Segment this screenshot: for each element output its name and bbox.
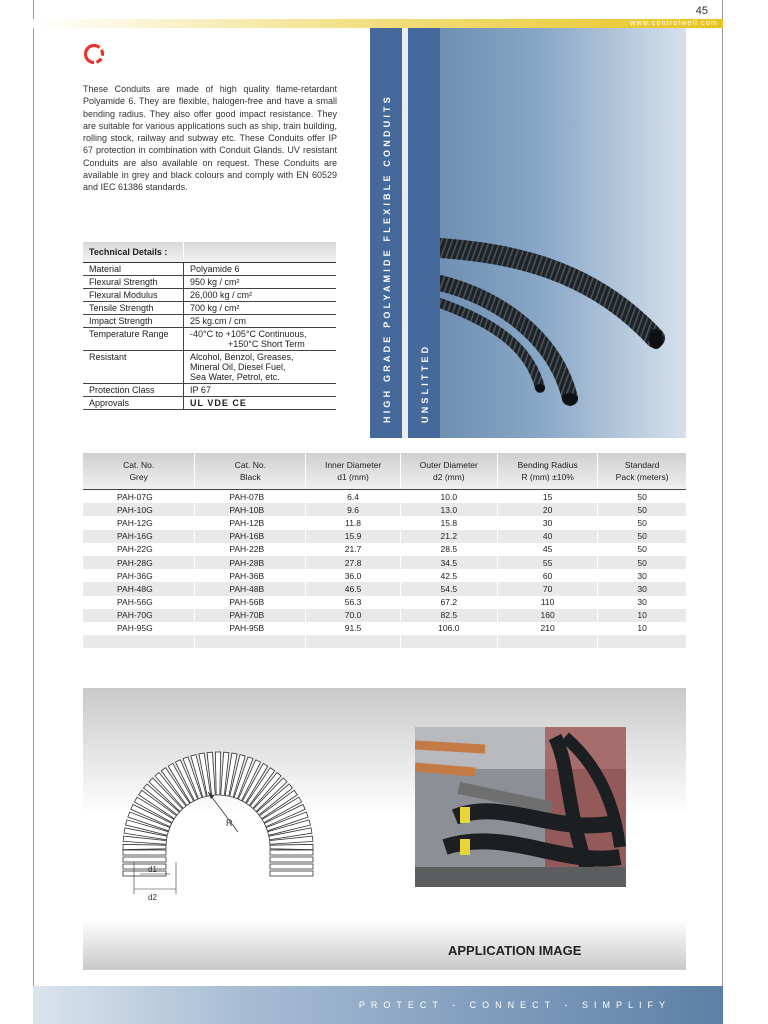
tech-value-line: -40°C to +105°C Continuous, [190,329,307,339]
tech-value: 950 kg / cm² [184,276,337,289]
tech-row [83,315,336,328]
tech-label: Impact Strength [83,315,184,328]
table-cell: 15.8 [400,516,497,529]
table-cell: 34.5 [400,556,497,569]
page-number: 45 [695,5,708,17]
table-cell: PAH-48G [83,582,195,595]
table-cell [306,635,400,648]
conduit-rib [270,844,313,849]
table-cell [598,635,686,648]
table-row [83,582,686,595]
intro-paragraph: These Conduits are made of high quality flame-retardant Polyamide 6. They are flexible, halogen-free and have a small bending radius. They also offer good impact resistance. They are suitable for various applications such as ship, train building, rolling stock, railway and subway etc. These Conduits offer IP 67 protection in combination with Conduit Glands. UV resistant Conduits are also available on request. These Conduits are available in grey and black colours and comply with EN 60529 and IEC 61386 standards. [83,84,337,193]
tech-value: 26,000 kg / cm² [184,289,337,302]
product-banner [370,28,686,438]
col-header-line: Standard [624,460,660,470]
table-cell: 27.8 [306,556,400,569]
svg-text:UNSLITTED: UNSLITTED [420,343,430,423]
radius-arrow [208,792,238,832]
tech-value-line: Alcohol, Benzol, Greases, [190,352,294,362]
product-table-body [83,490,686,649]
col-header [497,453,597,490]
table-cell: 10 [598,609,686,622]
table-cell: 30 [497,516,597,529]
application-caption: APPLICATION IMAGE [448,943,582,958]
conduit-rib [123,850,166,855]
tech-label: Material [83,263,184,276]
table-cell: 70 [497,582,597,595]
table-cell: PAH-16B [195,530,306,543]
table-cell: PAH-70B [195,609,306,622]
table-cell: 13.0 [400,503,497,516]
table-row [83,635,686,648]
banner-subtitle-text [408,28,440,438]
col-header [598,453,686,490]
table-cell: PAH-56B [195,596,306,609]
tech-value: Polyamide 6 [184,263,337,276]
table-cell: 6.4 [306,490,400,504]
table-cell: 30 [637,597,647,608]
tech-label: Flexural Strength [83,276,184,289]
table-cell: 45 [497,543,597,556]
d2-label: d2 [148,893,157,902]
table-cell: 40 [497,530,597,543]
table-cell: 82.5 [400,609,497,622]
table-cell [400,635,497,648]
table-cell: 50 [598,556,686,569]
tech-label: Flexural Modulus [83,289,184,302]
table-cell: 54.5 [400,582,497,595]
table-cell: 11.8 [306,516,400,529]
footer-tagline: PROTECT - CONNECT - SIMPLIFY [358,1000,671,1010]
conduit-rib [270,871,313,876]
table-cell: 20 [497,503,597,516]
table-cell: 210 [497,622,597,635]
table-cell: PAH-10G [83,503,195,516]
tech-value [184,351,337,384]
table-cell: 50 [637,544,647,555]
table-row [83,530,686,543]
table-row [83,543,686,556]
col-header-line: Black [239,472,261,482]
table-cell: 50 [637,491,647,502]
table-cell: 50 [598,530,686,543]
table-cell: PAH-70G [83,609,195,622]
tech-header-blank [184,242,337,263]
col-header-line: Outer Diameter [419,460,478,470]
table-cell: PAH-22B [195,543,306,556]
table-cell: 30 [598,582,686,595]
table-row [83,609,686,622]
product-header-row [83,453,686,490]
brand-logo-icon [84,44,104,64]
conduit-rib [270,850,313,855]
table-cell: 106.0 [400,622,497,635]
col-header-line: Inner Diameter [324,460,382,470]
tech-row [83,302,336,315]
tech-row [83,328,336,351]
footer-bar [33,986,723,1024]
table-cell: 28.5 [400,543,497,556]
table-cell: 91.5 [306,622,400,635]
col-header-line: d1 (mm) [337,472,369,482]
conduit-rib [270,857,313,862]
tech-row [83,263,336,276]
tech-value-line: Mineral Oil, Diesel Fuel, [190,362,286,372]
table-row [83,622,686,635]
tech-header-row [83,242,336,263]
table-cell: PAH-95B [195,622,306,635]
table-cell: PAH-07G [83,490,195,504]
tech-value [184,328,337,351]
tech-value: IP 67 [184,384,337,397]
technical-details-table [83,242,336,410]
col-header-line: Bending Radius [517,460,578,470]
tech-label: Protection Class [83,384,184,397]
table-cell: 67.2 [400,596,497,609]
table-cell: PAH-36G [83,569,195,582]
tech-label: Tensile Strength [83,302,184,315]
col-header-line: Cat. No. [234,460,266,470]
table-row [83,503,686,516]
tech-label: Resistant [83,351,184,384]
table-cell: PAH-10B [195,503,306,516]
table-cell: PAH-36B [195,569,306,582]
table-cell: 55 [497,556,597,569]
table-cell: PAH-95G [83,622,195,635]
col-header-line: Cat. No. [123,460,155,470]
top-accent-bar [33,19,723,28]
table-cell: 110 [497,596,597,609]
approval-marks: UL VDE CE [184,397,337,410]
table-cell: 10.0 [400,490,497,504]
tech-value-line: Sea Water, Petrol, etc. [190,372,280,382]
table-row [83,516,686,529]
col-header-line: d2 (mm) [433,472,465,482]
tech-row [83,397,336,410]
conduit-rib [123,857,166,862]
table-cell [195,635,306,648]
tech-row [83,384,336,397]
bending-radius-diagram [118,712,343,902]
table-cell: PAH-22G [83,543,195,556]
table-cell: 46.5 [306,582,400,595]
table-cell: PAH-48B [195,582,306,595]
conduit-rib [123,871,166,876]
d1-label: d1 [148,865,157,874]
col-header [306,453,400,490]
col-header [83,453,195,490]
table-cell: 36.0 [306,569,400,582]
col-header [400,453,497,490]
table-cell: 30 [637,570,647,581]
table-cell: PAH-07B [195,490,306,504]
table-row [83,556,686,569]
table-row [83,490,686,504]
right-frame-line [722,0,723,1024]
table-cell: 10 [637,623,647,634]
table-row [83,569,686,582]
conduit-rib [123,844,166,849]
table-cell: PAH-28G [83,556,195,569]
conduit-rib [270,864,313,869]
table-cell: 160 [497,609,597,622]
table-cell: 15 [497,490,597,504]
banner-title-text [370,28,402,438]
table-cell: PAH-28B [195,556,306,569]
conduit-product-photo [440,228,686,418]
table-cell: 70.0 [306,609,400,622]
table-cell: PAH-12G [83,516,195,529]
tech-value: 25 kg.cm / cm [184,315,337,328]
table-cell [83,635,195,648]
application-photo [415,727,626,887]
product-table [83,453,686,648]
table-cell: 60 [497,569,597,582]
left-frame-line [33,0,34,1024]
table-row [83,596,686,609]
tech-row [83,276,336,289]
tech-header: Technical Details : [83,242,184,263]
table-cell: 9.6 [306,503,400,516]
tech-label: Approvals [83,397,184,410]
table-cell: 21.7 [306,543,400,556]
col-header-line: R (mm) ±10% [521,472,574,482]
table-cell: 56.3 [306,596,400,609]
table-cell: 21.2 [400,530,497,543]
table-cell: PAH-16G [83,530,195,543]
table-cell: PAH-12B [195,516,306,529]
table-cell: PAH-56G [83,596,195,609]
tech-value-line: +150°C Short Term [228,339,305,349]
tech-value: 700 kg / cm² [184,302,337,315]
table-cell: 15.9 [306,530,400,543]
col-header [195,453,306,490]
col-header-line: Pack (meters) [615,472,669,482]
tech-row [83,289,336,302]
conduit-rib [123,864,166,869]
tech-row [83,351,336,384]
col-header-line: Grey [129,472,148,482]
tech-label: Temperature Range [83,328,184,351]
table-cell [497,635,597,648]
table-cell: 50 [637,517,647,528]
table-cell: 42.5 [400,569,497,582]
svg-text:HIGH GRADE POLYAMIDE FLEXIBLE: HIGH GRADE POLYAMIDE FLEXIBLE CONDUITS [382,94,392,423]
website-url[interactable]: www.controlwell.com [630,20,718,27]
conduit-rib [215,752,220,795]
radius-label: R [226,818,233,828]
table-cell: 50 [598,503,686,516]
